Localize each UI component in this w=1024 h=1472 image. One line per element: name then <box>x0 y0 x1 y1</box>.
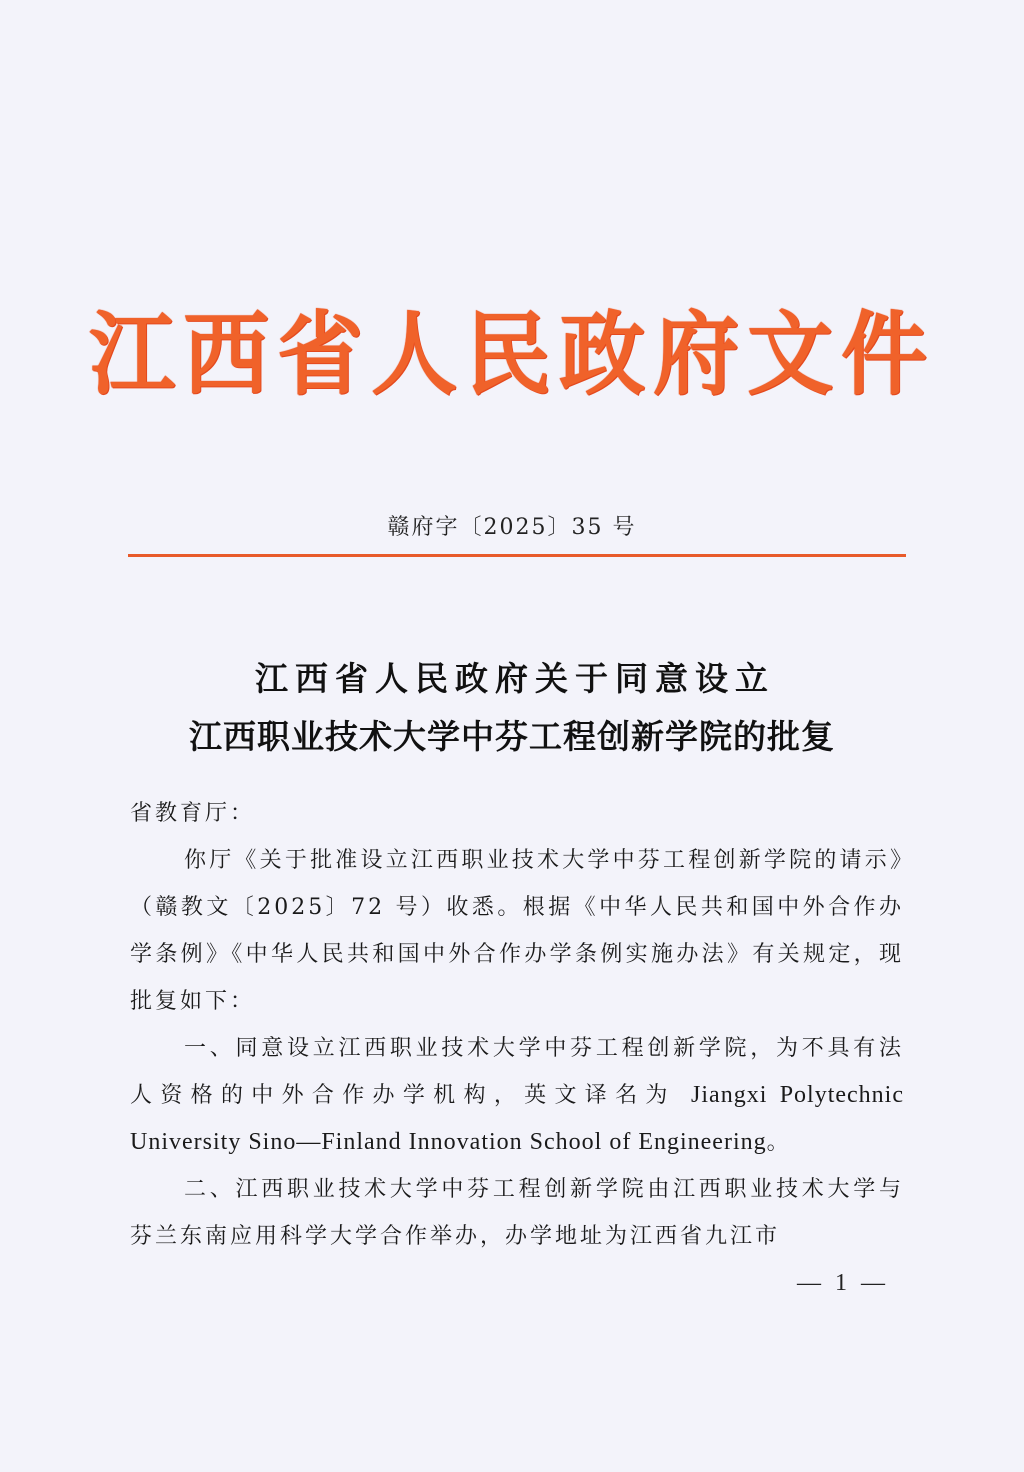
document-title-line1: 江西省人民政府关于同意设立 <box>255 659 775 698</box>
paragraph-item-1 <box>130 1025 904 1166</box>
paragraph-intro: 你厅《关于批准设立江西职业技术大学中芬工程创新学院的请示》（赣教文〔2025〕72 号）收悉。根据《中华人民共和国中外合作办学条例》《中华人民共和国中外合作办学条例实施办法》有关规定，现批复如下： <box>130 848 904 1014</box>
document-title-line2: 江西职业技术大学中芬工程创新学院的批复 <box>189 717 835 756</box>
document-title <box>0 650 1024 766</box>
red-divider-line <box>128 554 906 557</box>
document-header-title: 江西省人民政府文件 <box>89 301 935 408</box>
paragraph-item-1-end: 。 <box>766 1130 792 1155</box>
document-number: 赣府字〔2025〕35 号 <box>387 515 637 540</box>
paragraph-item-1-text: 一、同意设立江西职业技术大学中芬工程创新学院，为不具有法人资格的中外合作办学机构，英文译名为 <box>130 1036 904 1108</box>
document-body <box>130 790 904 1260</box>
addressee: 省教育厅： <box>130 801 256 826</box>
english-name: Jiangxi Polytechnic University Sino—Finland Innovation School of Engineering <box>130 1082 905 1155</box>
page-number: — 1 — <box>797 1270 889 1296</box>
paragraph-item-2: 二、江西职业技术大学中芬工程创新学院由江西职业技术大学与芬兰东南应用科学大学合作举办，办学地址为江西省九江市 <box>130 1177 904 1249</box>
